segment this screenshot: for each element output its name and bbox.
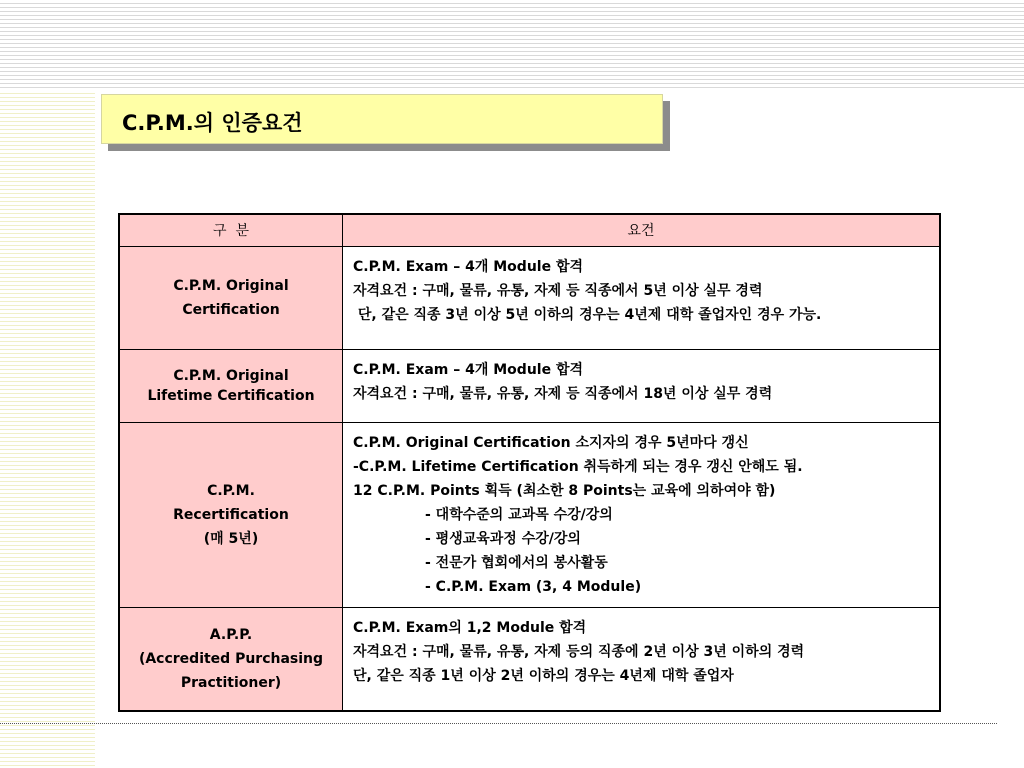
category-cell [119,423,343,608]
page-title: C.P.M.의 인증요건 [122,111,303,135]
requirement-line: C.P.M. Original Certification 소지자의 경우 5년마다 갱신 [353,435,749,451]
requirement-cell [343,423,941,608]
requirement-cell [343,350,941,423]
requirement-line: 자격요건 : 구매, 물류, 유통, 자제 등 직종에서 18년 이상 실무 경력 [353,386,773,402]
requirement-subline: - 평생교육과정 수강/강의 [425,531,581,547]
category-line: C.P.M. Original [173,368,289,384]
requirement-line: 자격요건 : 구매, 물류, 유통, 자제 등 직종에서 5년 이상 실무 경력 [353,283,763,299]
category-line: Practitioner) [180,674,282,691]
category-line: (매 5년) [203,531,259,547]
table-row [119,423,940,608]
category-line: Recertification [173,507,289,523]
header-requirement: 요건 [343,214,941,247]
left-stripes [0,90,95,768]
header-category: 구 분 [119,214,343,247]
requirement-line: 단, 같은 직종 1년 이상 2년 이하의 경우는 4년제 대학 졸업자 [353,668,734,684]
category-line: Lifetime Certification [147,388,315,404]
requirement-cell [343,247,941,350]
category-line: C.P.M. [207,483,255,499]
footer-divider [0,723,997,724]
requirement-cell [343,608,941,711]
category-line: C.P.M. Original [173,278,289,294]
header-stripes [0,0,1024,90]
requirement-line: 단, 같은 직종 3년 이상 5년 이하의 경우는 4년제 대학 졸업자인 경우 가능. [353,307,822,323]
requirement-line: C.P.M. Exam – 4개 Module 합격 [353,362,583,378]
requirement-line: 12 C.P.M. Points 획득 (최소한 8 Points는 교육에 의하여야 함) [353,483,776,499]
requirement-line: 자격요건 : 구매, 물류, 유통, 자제 등의 직종에 2년 이상 3년 이하의 경력 [353,644,805,660]
category-cell [119,608,343,711]
title-box [101,94,663,144]
requirement-line: C.P.M. Exam의 1,2 Module 합격 [353,620,587,636]
requirement-subline: - 전문가 협회에서의 봉사활동 [425,555,608,571]
category-cell [119,247,343,350]
table-row [119,350,940,423]
requirement-subline: - C.P.M. Exam (3, 4 Module) [425,579,642,595]
requirement-subline: - 대학수준의 교과목 수강/강의 [425,507,613,523]
category-cell [119,350,343,423]
requirements-table [118,213,941,712]
table-row [119,247,940,350]
category-line: Certification [182,302,280,318]
category-line: A.P.P. [209,626,253,643]
requirement-line: C.P.M. Exam – 4개 Module 합격 [353,259,583,275]
requirement-line: -C.P.M. Lifetime Certification 취득하게 되는 경우 갱신 안해도 됨. [353,459,803,475]
category-line: (Accredited Purchasing [138,650,324,667]
table-row [119,608,940,711]
table-header-row [119,214,940,247]
